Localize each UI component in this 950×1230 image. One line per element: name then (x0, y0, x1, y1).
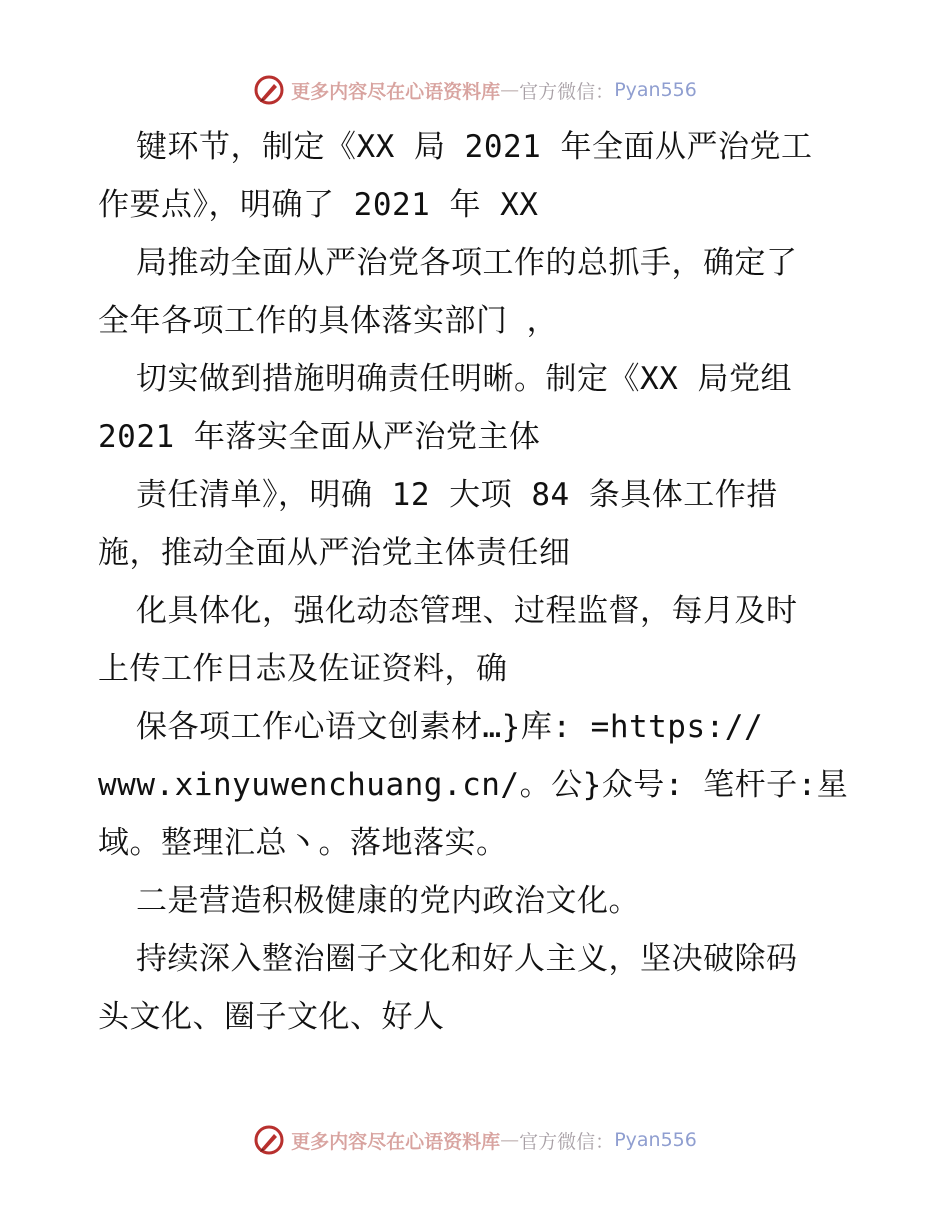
watermark-sub-text: 官方微信： (519, 80, 615, 103)
header-watermark (0, 70, 950, 110)
text-line: 局推动全面从严治党各项工作的总抓手，确定了 (136, 245, 798, 281)
pen-logo-icon (253, 74, 285, 106)
text-line: 二是营造积极健康的党内政治文化。 (136, 883, 640, 919)
document-body (98, 118, 898, 1046)
text-line: 保各项工作心语文创素材…}库: =https:// (136, 709, 764, 745)
text-line: 2021 年落实全面从严治党主体 (98, 419, 541, 455)
text-line: 键环节，制定《XX 局 2021 年全面从严治党工 (136, 129, 813, 165)
text-line: 责任清单》，明确 12 大项 84 条具体工作措 (136, 477, 778, 513)
pen-logo-icon (253, 1124, 285, 1156)
footer-watermark (0, 1120, 950, 1160)
text-line: www.xinyuwenchuang.cn/。公}众号: 笔杆子:星 (98, 767, 849, 803)
text-line: 全年各项工作的具体落实部门 ， (98, 303, 559, 339)
watermark-main-text: 更多内容尽在心语资料库 (291, 1130, 501, 1153)
text-line: 域。整理汇总丶。落地落实。 (98, 825, 508, 861)
watermark-main-text: 更多内容尽在心语资料库 (291, 80, 501, 103)
text-line: 施，推动全面从严治党主体责任细 (98, 535, 571, 571)
text-line: 持续深入整治圈子文化和好人主义，坚决破除码 (136, 941, 798, 977)
watermark-wechat-id: Pyan556 (614, 1129, 697, 1151)
text-line: 上传工作日志及佐证资料，确 (98, 651, 508, 687)
watermark-sub-text: 官方微信： (519, 1130, 615, 1153)
text-line: 化具体化，强化动态管理、过程监督，每月及时 (136, 593, 798, 629)
text-line: 头文化、圈子文化、好人 (98, 999, 445, 1035)
watermark-separator: — (500, 1129, 520, 1151)
watermark-separator: — (500, 79, 520, 101)
text-line: 作要点》，明确了 2021 年 XX (98, 187, 539, 223)
watermark-wechat-id: Pyan556 (614, 79, 697, 101)
text-line: 切实做到措施明确责任明晰。制定《XX 局党组 (136, 361, 792, 397)
